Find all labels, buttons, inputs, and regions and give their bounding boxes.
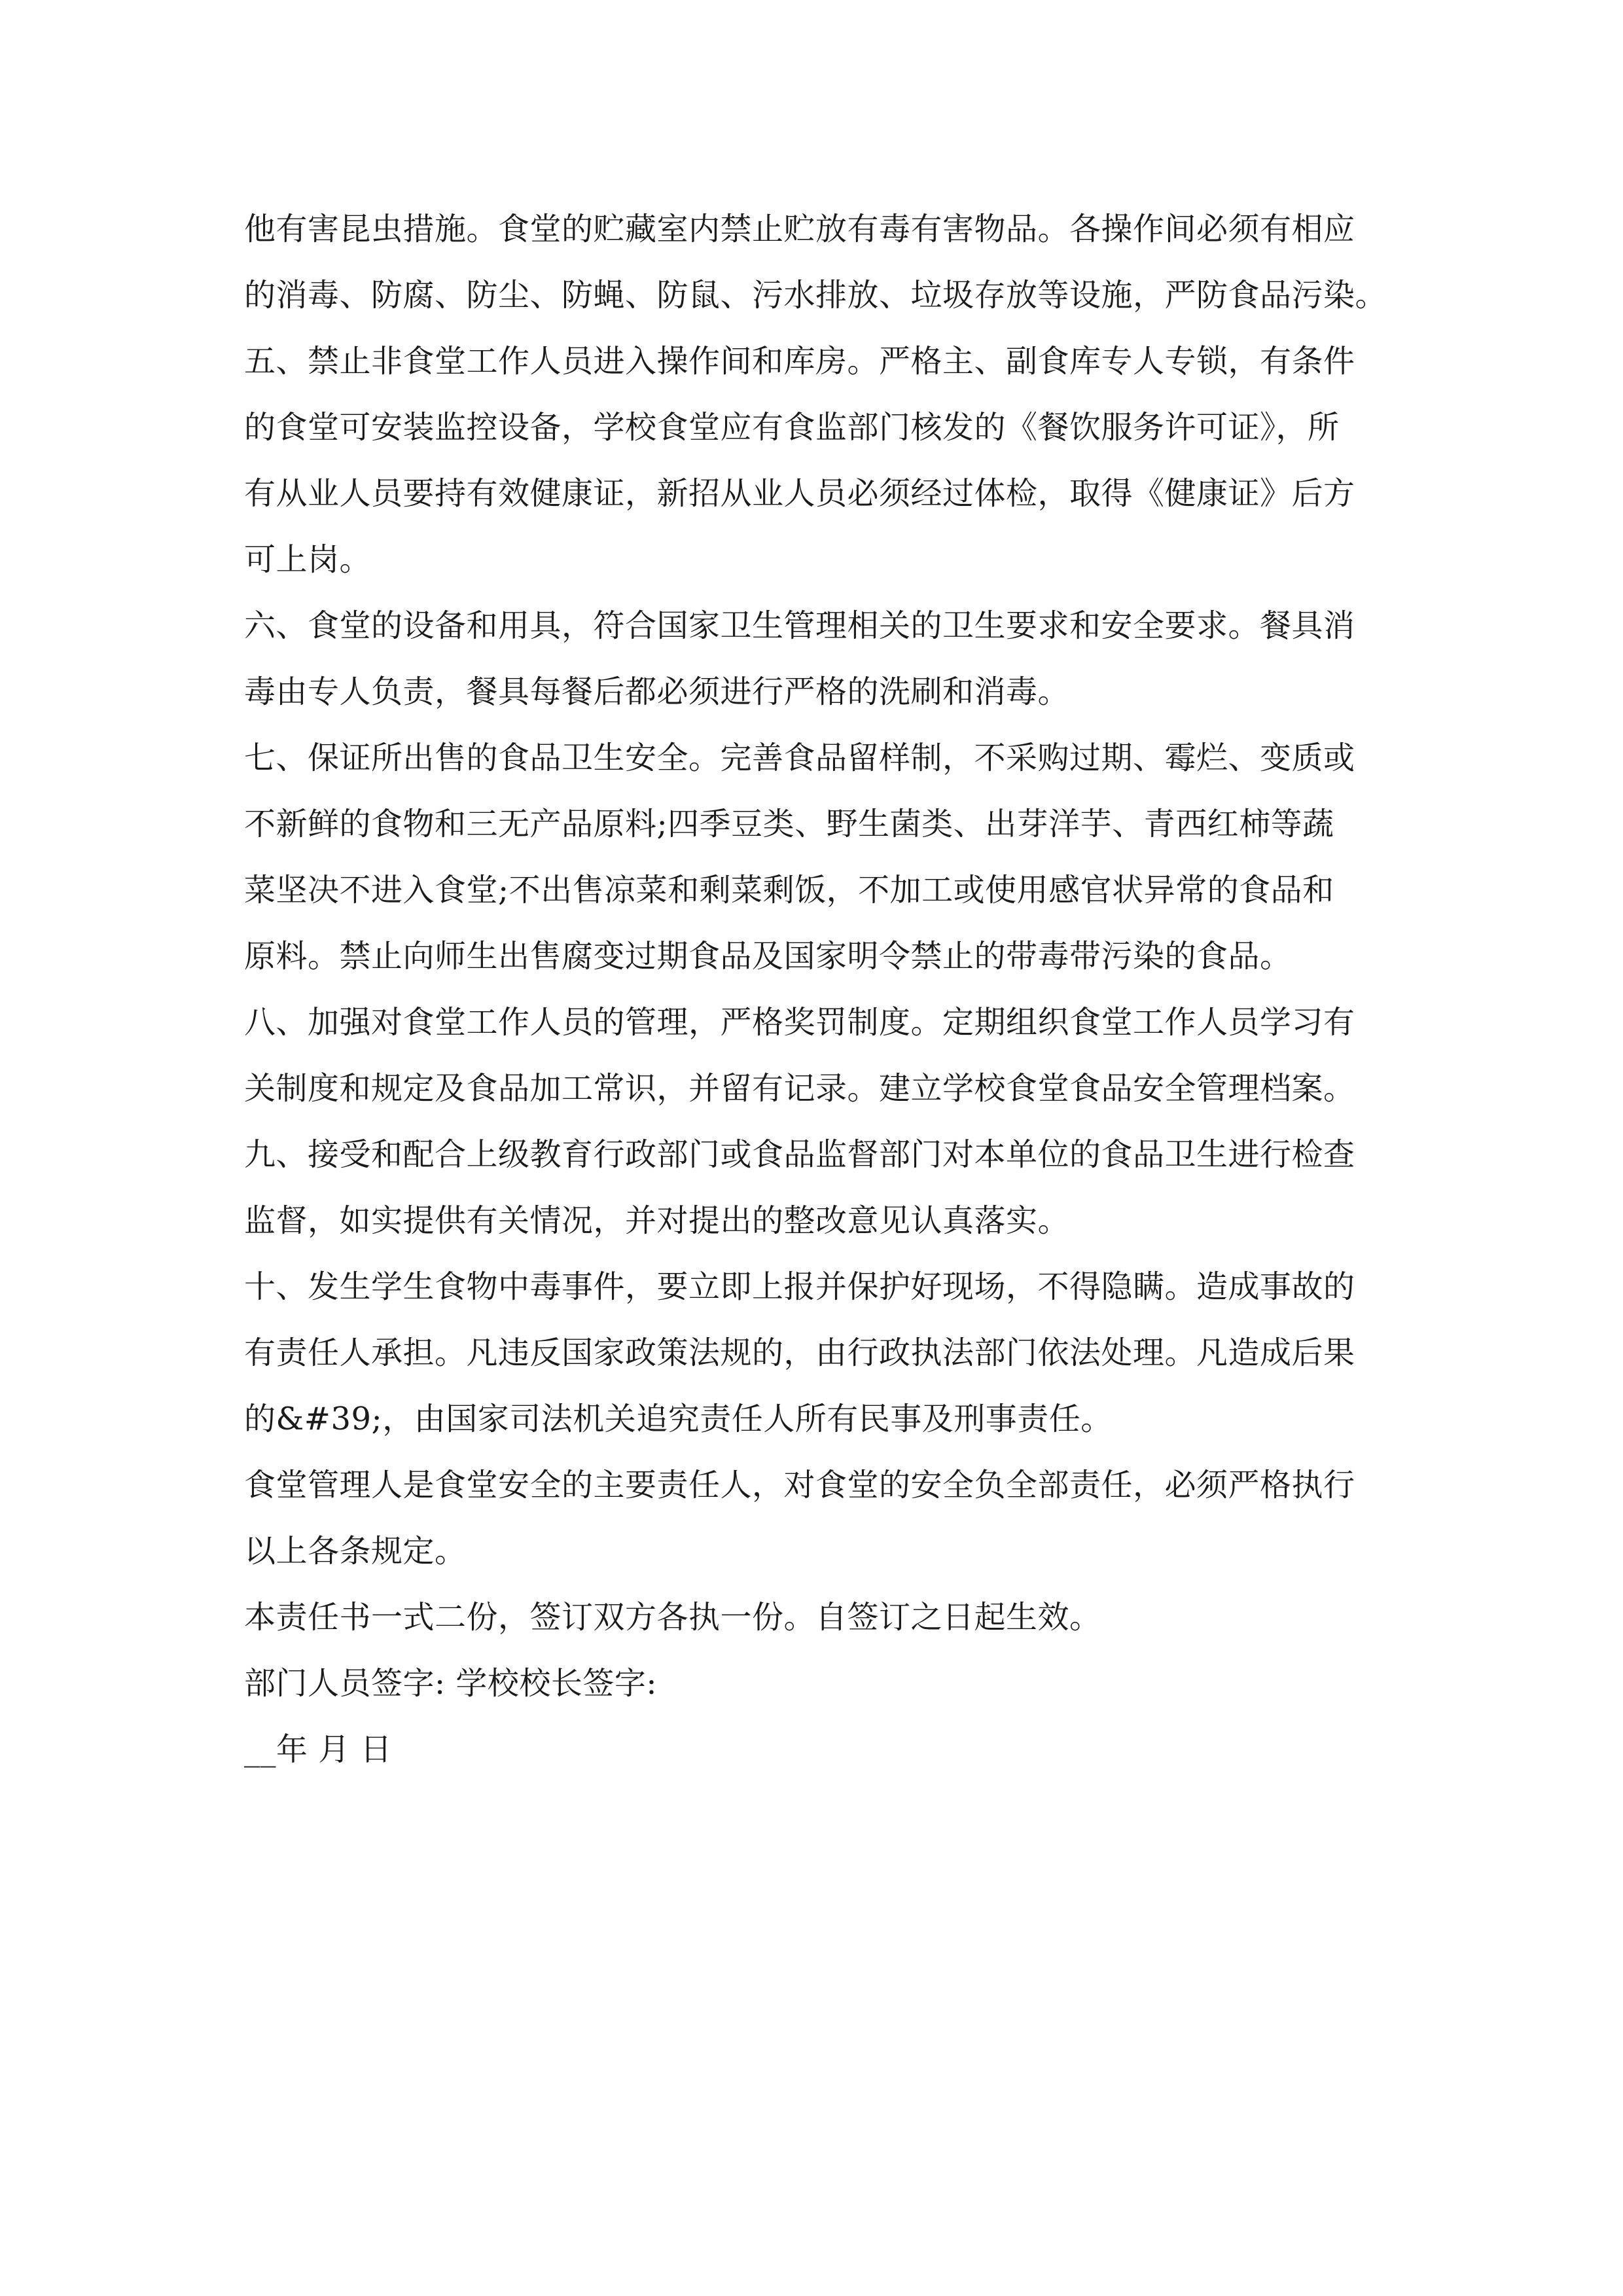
text-line: 食堂管理人是食堂安全的主要责任人，对食堂的安全负全部责任，必须严格执行 [244,1467,1355,1503]
text-line: 的&#39;，由国家司法机关追究责任人所有民事及刑事责任。 [244,1401,1113,1437]
text-line: 本责任书一式二份，签订双方各执一份。自签订之日起生效。 [244,1599,1101,1636]
text-line: 有责任人承担。凡违反国家政策法规的，由行政执法部门依法处理。凡造成后果 [244,1335,1355,1371]
text-line: 以上各条规定。 [244,1533,467,1570]
text-line: 的消毒、防腐、防尘、防蝇、防鼠、污水排放、垃圾存放等设施，严防食品污染。 [244,277,1387,314]
text-line: 的食堂可安装监控设备，学校食堂应有食监部门核发的《餐饮服务许可证》，所 [244,409,1340,446]
text-line: 关制度和规定及食品加工常识，并留有记录。建立学校食堂食品安全管理档案。 [244,1070,1355,1107]
document-body [244,196,1422,1783]
text-line: 七、保证所出售的食品卫生安全。完善食品留样制，不采购过期、霉烂、变质或 [244,740,1355,776]
text-line: 可上岗。 [244,541,372,578]
text-line: 原料。禁止向师生出售腐变过期食品及国家明令禁止的带毒带污染的食品。 [244,938,1292,975]
text-line: 他有害昆虫措施。食堂的贮藏室内禁止贮放有毒有害物品。各操作间必须有相应 [244,211,1355,247]
text-line: 菜坚决不进入食堂;不出售凉菜和剩菜剩饭，不加工或使用感官状异常的食品和 [244,872,1334,908]
text-line: 毒由专人负责，餐具每餐后都必须进行严格的洗刷和消毒。 [244,673,1070,710]
text-line: 不新鲜的食物和三无产品原料;四季豆类、野生菌类、出芽洋芋、青西红柿等蔬 [244,806,1334,842]
text-line: 五、禁止非食堂工作人员进入操作间和库房。严格主、副食库专人专锁，有条件 [244,343,1355,380]
date-line: __年 月 日 [244,1731,393,1768]
text-line: 有从业人员要持有效健康证，新招从业人员必须经过体检，取得《健康证》后方 [244,475,1355,512]
text-line: 监督，如实提供有关情况，并对提出的整改意见认真落实。 [244,1202,1070,1239]
signature-line: 部门人员签字: 学校校长签字: [244,1665,658,1702]
text-line: 九、接受和配合上级教育行政部门或食品监督部门对本单位的食品卫生进行检查 [244,1136,1355,1173]
text-line: 八、加强对食堂工作人员的管理，严格奖罚制度。定期组织食堂工作人员学习有 [244,1004,1355,1041]
text-line: 十、发生学生食物中毒事件，要立即上报并保护好现场，不得隐瞒。造成事故的 [244,1268,1355,1305]
text-line: 六、食堂的设备和用具，符合国家卫生管理相关的卫生要求和安全要求。餐具消 [244,607,1355,644]
